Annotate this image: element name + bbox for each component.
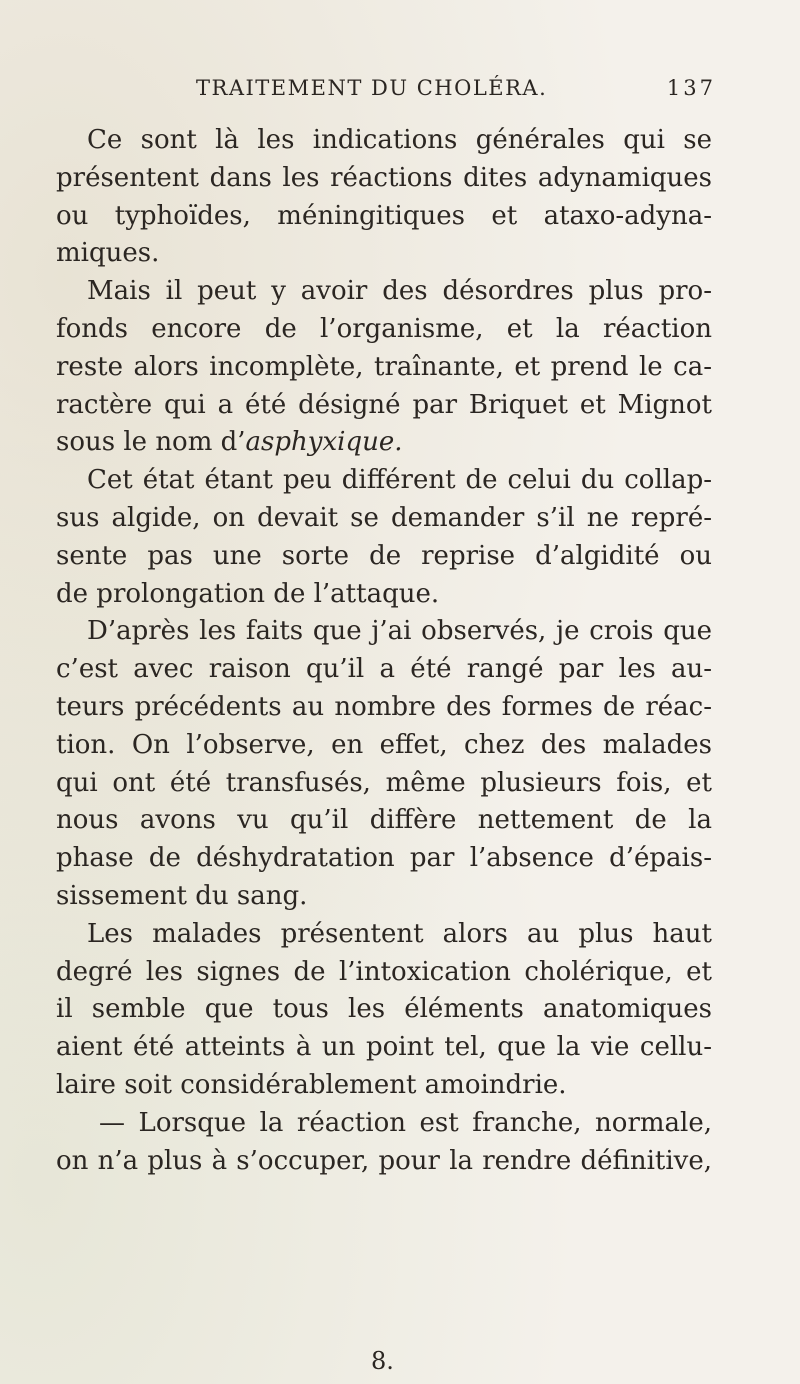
page-number: 137 [666,76,716,100]
text-line: ractère qui a été désigné par Briquet et Mignot [56,389,712,420]
page-header [196,76,716,110]
text-line: reste alors incomplète, traînante, et prend le ca- [56,351,712,382]
text-line: de prolongation de l’attaque. [56,578,440,609]
text-line: c’est avec raison qu’il a été rangé par les au- [56,654,712,685]
text-line: Les malades présentent alors au plus haut [87,918,712,949]
text-segment: sous le nom d’ [56,427,246,458]
text-line: ou typhoïdes, méningitiques et ataxo-adyna- [56,200,712,231]
emphasized-term: asphyxique. [245,427,403,458]
text-line: qui ont été transfusés, même plusieurs fois, et [56,767,712,798]
signature-mark: 8. [371,1347,394,1375]
text-line: Mais il peut y avoir des désordres plus pro- [87,276,712,307]
text-line [56,424,712,462]
text-line: sente pas une sorte de reprise d’algidité ou [56,540,712,571]
text-line: aient été atteints à un point tel, que la vie cellu- [56,1032,712,1063]
text-line: tion. On l’observe, en effet, chez des malades [56,729,712,760]
text-line: on n’a plus à s’occuper, pour la rendre définitive, [56,1145,712,1176]
text-line: miques. [56,238,160,269]
text-line: D’après les faits que j’ai observés, je crois que [87,616,712,647]
text-line: laire soit considérablement amoindrie. [56,1069,567,1100]
text-line: nous avons vu qu’il diffère nettement de la [56,805,712,836]
text-line: phase de déshydratation par l’absence d’épais- [56,843,712,874]
running-title: TRAITEMENT DU CHOLÉRA. [196,76,548,100]
body-text [56,122,712,1180]
text-line: Cet état étant peu différent de celui du collap- [87,465,712,496]
text-line: sissement du sang. [56,880,308,911]
text-line: sus algide, on devait se demander s’il ne repré- [56,502,712,533]
text-line: fonds encore de l’organisme, et la réaction [56,313,712,344]
text-line: teurs précédents au nombre des formes de réac- [56,691,712,722]
text-line: — Lorsque la réaction est franche, normale, [99,1107,712,1138]
text-line: présentent dans les réactions dites adynamiques [56,162,712,193]
text-line: Ce sont là les indications générales qui se [87,125,712,155]
text-line: il semble que tous les éléments anatomiques [56,994,712,1025]
text-line: degré les signes de l’intoxication cholérique, et [56,956,712,987]
